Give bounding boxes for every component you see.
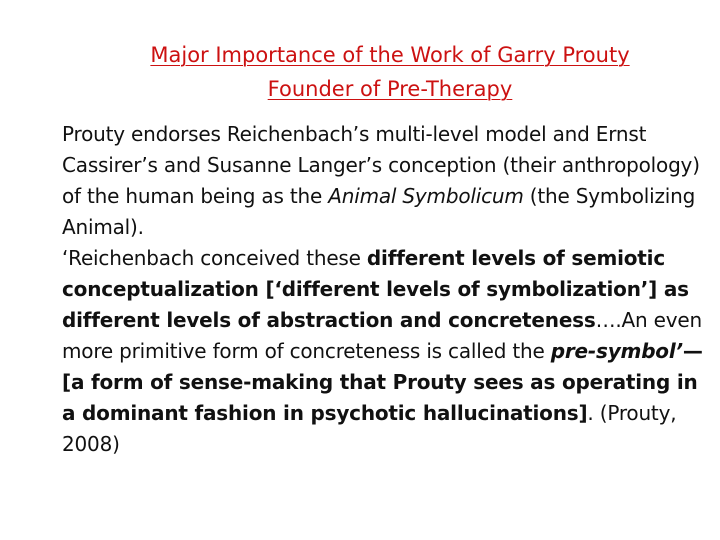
bold-italic-term bbox=[551, 339, 683, 363]
bold-phrase: —[a form of sense-making that Prouty sees as operating in a dominant fashion in psychotic hallucinations] bbox=[62, 339, 703, 425]
title-line-1: Major Importance of the Work of Garry Prouty bbox=[150, 43, 630, 67]
bold-phrase: different levels of semiotic conceptualization [‘different levels of symbolization’] as different levels of abstraction and concreteness bbox=[62, 246, 689, 332]
paragraph-text: Prouty endorses Reichenbach’s multi-level model and Ernst Cassirer’s and Susanne Langer’s conception (their anthropology) of the human being as the bbox=[62, 122, 700, 208]
slide-body bbox=[62, 119, 717, 460]
paragraph-text: ‘Reichenbach conceived these bbox=[62, 246, 367, 270]
citation: . (Prouty, 2008) bbox=[62, 401, 677, 456]
paragraph-endorsement bbox=[62, 119, 717, 243]
italic-term: Animal Symbolicum bbox=[328, 184, 524, 208]
slide-title bbox=[70, 38, 710, 106]
paragraph-quote bbox=[62, 243, 717, 460]
paragraph-text: (the Symbolizing Animal). bbox=[62, 184, 696, 239]
title-line-2: Founder of Pre-Therapy bbox=[267, 77, 513, 101]
italic-term: pre-symbol’ bbox=[550, 339, 683, 363]
paragraph-text: ….An even more primitive form of concreteness is called the bbox=[62, 308, 702, 363]
